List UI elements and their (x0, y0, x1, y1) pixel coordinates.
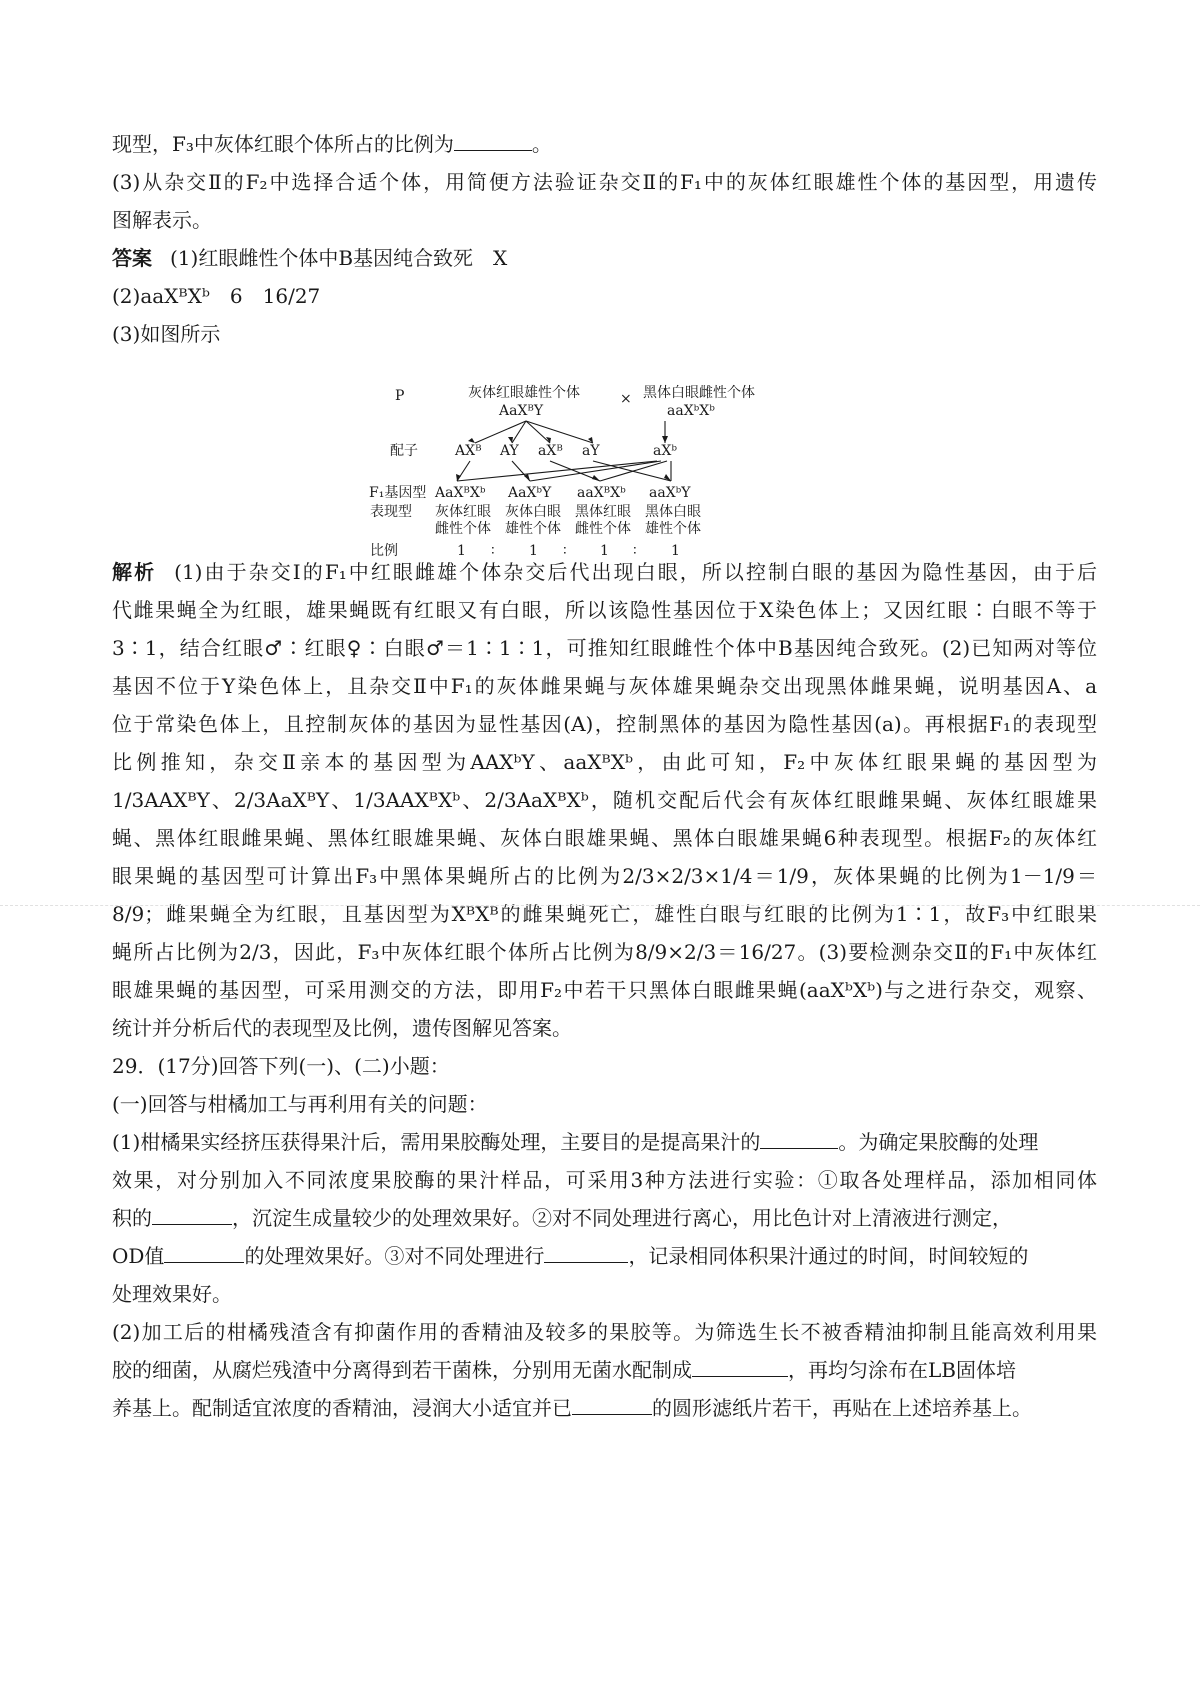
text-span: 的处理效果好。③对不同处理进行 (244, 1244, 545, 1268)
phenotype: 黑体白眼 (645, 504, 701, 520)
text-span: ，沉淀生成量较少的处理效果好。②对不同处理进行离心，用比色计对上清液进行测定， (232, 1206, 1012, 1230)
question-line (112, 1199, 1097, 1238)
question-line: 处理效果好。 (112, 1282, 232, 1306)
ratio-colon: ∶ (633, 543, 637, 559)
phenotype: 灰体红眼 (435, 504, 491, 520)
answer-line (112, 239, 1097, 278)
phenotype: 黑体红眼 (575, 504, 631, 520)
explanation-line: 代雌果蝇全为红眼，雄果蝇既有红眼又有白眼，所以该隐性基因位于X染色体上；又因红眼∶白眼不等于 (112, 598, 1097, 622)
answer-label: 答案 (112, 246, 152, 270)
question-heading: 29．(17分)回答下列(一)、(二)小题： (112, 1054, 450, 1078)
row-label-p: P (395, 388, 405, 404)
text-line: 图解表示。 (112, 208, 212, 232)
answer-blank (572, 1390, 652, 1415)
explanation-line: 基因不位于Y染色体上，且杂交Ⅱ中F₁的灰体雌果蝇与灰体雄果蝇杂交出现黑体雌果蝇，说明基因A、a (112, 674, 1097, 698)
gamete: aXᴮ (538, 443, 563, 459)
question-line (112, 1389, 1097, 1428)
explanation-line: 蝇、黑体红眼雌果蝇、黑体红眼雄果蝇、灰体白眼雄果蝇、黑体白眼雄果蝇6种表现型。根据F₂的灰体红 (112, 826, 1097, 850)
explanation-line: 比例推知，杂交Ⅱ亲本的基因型为AAXᵇY、aaXᴮXᵇ，由此可知，F₂中灰体红眼果蝇的基因型为 (112, 750, 1097, 774)
row-label-f1: F₁基因型 (369, 485, 427, 501)
explanation-line: 位于常染色体上，且控制灰体的基因为显性基因(A)，控制黑体的基因为隐性基因(a)。再根据F₁的表现型 (112, 712, 1097, 736)
gamete: AY (500, 443, 519, 459)
explanation-text: (1)由于杂交Ⅰ的F₁中红眼雌雄个体杂交后代出现白眼，所以控制白眼的基因为隐性基因，由于后 (174, 560, 1098, 584)
explanation-line (112, 553, 1097, 592)
gamete: aY (582, 443, 600, 459)
text-span: 胶的细菌，从腐烂残渣中分离得到若干菌株，分别用无菌水配制成 (112, 1358, 692, 1382)
answer-blank (164, 1238, 244, 1263)
answer-text: (1)红眼雌性个体中B基因纯合致死 X (170, 246, 508, 270)
answer-blank (454, 126, 532, 151)
cross-symbol: × (620, 391, 632, 407)
f1-genotype: AaXᵇY (508, 485, 552, 501)
phenotype-sex: 雄性个体 (505, 521, 561, 537)
answer-blank (760, 1124, 838, 1149)
parent-male-genotype: AaXᴮY (499, 403, 544, 419)
question-line: (2)加工后的柑橘残渣含有抑菌作用的香精油及较多的果胶等。为筛选生长不被香精油抑制且能高效利用果 (112, 1320, 1097, 1344)
text-span: 。 (531, 132, 552, 156)
phenotype: 灰体白眼 (505, 504, 561, 520)
phenotype-sex: 雌性个体 (435, 521, 491, 537)
ratio-colon: ∶ (491, 543, 495, 559)
answer-line: (2)aaXᴮXᵇ 6 16/27 (112, 284, 321, 308)
explanation-line: 8/9；雌果蝇全为红眼，且基因型为XᴮXᴮ的雌果蝇死亡，雄性白眼与红眼的比例为1∶1，故F₃中红眼果 (112, 902, 1097, 926)
question-line (112, 1123, 1097, 1162)
answer-blank (152, 1200, 232, 1225)
text-span: 积的 (112, 1206, 152, 1230)
parent-female-label: 黑体白眼雌性个体 (643, 385, 755, 401)
text-span: ，再均匀涂布在LB固体培 (788, 1358, 1016, 1382)
text-span: 现型，F₃中灰体红眼个体所占的比例为 (112, 132, 454, 156)
f1-genotype: AaXᴮXᵇ (435, 485, 486, 501)
explanation-line: 1/3AAXᴮY、2/3AaXᴮY、1/3AAXᴮXᵇ、2/3AaXᴮXᵇ，随机交配后代会有灰体红眼雌果蝇、灰体红眼雄果 (112, 788, 1097, 812)
explanation-line: 眼果蝇的基因型可计算出F₃中黑体果蝇所占的比例为2/3×2/3×1/4＝1/9，灰体果蝇的比例为1－1/9＝ (112, 864, 1097, 888)
explanation-line: 统计并分析后代的表现型及比例，遗传图解见答案。 (112, 1016, 572, 1040)
ratio-value: 1 (529, 543, 538, 559)
row-label-gamete: 配子 (390, 443, 418, 459)
answer-blank (544, 1238, 628, 1263)
text-span: OD值 (112, 1244, 165, 1268)
text-span: ，记录相同体积果汁通过的时间，时间较短的 (628, 1244, 1029, 1268)
explanation-line: 3∶1，结合红眼♂∶红眼♀∶白眼♂＝1∶1∶1，可推知红眼雌性个体中B基因纯合致死。(2)已知两对等位 (112, 636, 1097, 660)
answer-line: (3)如图所示 (112, 322, 221, 346)
ratio-value: 1 (457, 543, 466, 559)
text-line: (3)从杂交Ⅱ的F₂中选择合适个体，用简便方法验证杂交Ⅱ的F₁中的灰体红眼雄性个体的基因型，用遗传 (112, 170, 1097, 194)
row-label-ratio: 比例 (370, 543, 398, 559)
text-span: 养基上。配制适宜浓度的香精油，浸润大小适宜并已 (112, 1396, 572, 1420)
gamete: aXᵇ (653, 443, 677, 459)
parent-male-label: 灰体红眼雄性个体 (468, 385, 580, 401)
text-span: 。为确定果胶酶的处理 (838, 1130, 1039, 1154)
arrow-heads (456, 436, 671, 481)
question-line (112, 1351, 1097, 1390)
question-line (112, 1237, 1097, 1276)
cross-arrows (457, 421, 671, 481)
text-line (112, 125, 1097, 164)
text-span: 的圆形滤纸片若干，再贴在上述培养基上。 (652, 1396, 1032, 1420)
gamete: AXᴮ (455, 443, 482, 459)
ratio-value: 1 (671, 543, 680, 559)
parent-female-genotype: aaXᵇXᵇ (667, 403, 715, 419)
phenotype-sex: 雌性个体 (575, 521, 631, 537)
phenotype-sex: 雄性个体 (645, 521, 701, 537)
explanation-label: 解析 (112, 560, 157, 584)
explanation-line: 蝇所占比例为2/3，因此，F₃中灰体红眼个体所占比例为8/9×2/3＝16/27。(3)要检测杂交Ⅱ的F₁中灰体红 (112, 940, 1097, 964)
answer-blank (692, 1352, 788, 1377)
f1-genotype: aaXᵇY (649, 485, 691, 501)
question-subheading: (一)回答与柑橘加工与再利用有关的问题： (112, 1092, 488, 1116)
explanation-line: 眼雄果蝇的基因型，可采用测交的方法，即用F₂中若干只黑体白眼雌果蝇(aaXᵇXᵇ)与之进行杂交，观察、 (112, 978, 1097, 1002)
row-label-phenotype: 表现型 (370, 504, 412, 520)
text-span: (1)柑橘果实经挤压获得果汁后，需用果胶酶处理，主要目的是提高果汁的 (112, 1130, 761, 1154)
page-fold-divider (0, 905, 1200, 906)
question-line: 效果，对分别加入不同浓度果胶酶的果汁样品，可采用3种方法进行实验：①取各处理样品，添加相同体 (112, 1168, 1097, 1192)
f1-genotype: aaXᴮXᵇ (577, 485, 626, 501)
ratio-value: 1 (600, 543, 609, 559)
ratio-colon: ∶ (563, 543, 567, 559)
